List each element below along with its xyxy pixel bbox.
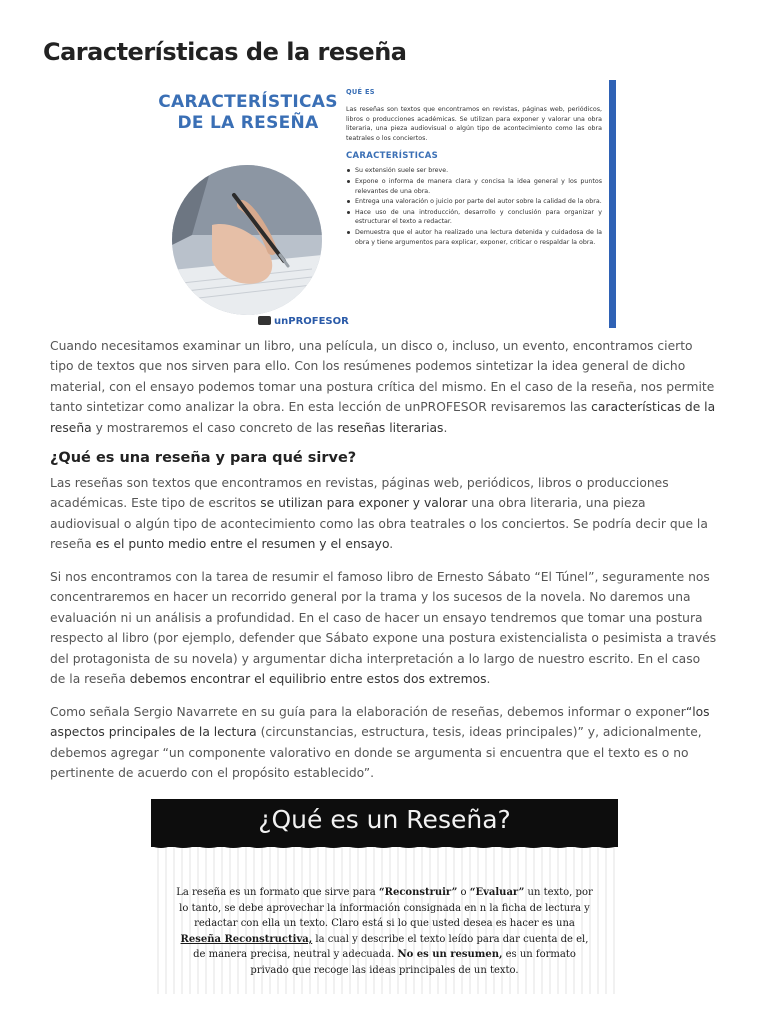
infographic-right-panel [346, 88, 602, 328]
brand-logo: unPROFESOR [258, 316, 349, 327]
image-heading: ¿Qué es un Reseña? [258, 805, 511, 834]
section-subheading: ¿Qué es una reseña y para qué sirve? [50, 450, 357, 466]
camera-icon [258, 316, 271, 325]
infographic-section-heading-caracteristicas: CARACTERÍSTICAS [346, 151, 439, 162]
image-header-bar [151, 799, 618, 847]
link-caracteristicas[interactable]: características de la reseña [50, 400, 716, 435]
emphasis-text: debemos encontrar el equilibrio entre estos dos extremos [129, 672, 487, 687]
torn-edge [151, 843, 618, 851]
infographic-accent-bar [609, 80, 616, 328]
paragraph-example: Si nos encontramos con la tarea de resumir el famoso libro de Ernesto Sábato “El Túnel”, seguramente nos concentraremos en hacer un recorrido general por la trama y los sucesos de la novela. No daremos una evaluación ni un análisis a profundidad. En el caso de hacer un ensayo tendremos que tomar una postura respecto al libro (por ejemplo, defender que Sábato expone una postura existencialista o pesimista a través del protagonista de su novela) y argumentar dicha interpretación a lo largo de nuestro escrito. En el caso de la reseña debemos encontrar el equilibrio entre estos dos extremos. [50, 570, 717, 687]
infographic-bullet: Hace uso de una introducción, desarrollo y conclusión para organizar y estructurar el texto a redactar. [346, 208, 602, 227]
paragraph-definition: Las reseñas son textos que encontramos en revistas, páginas web, periódicos, libros o producciones académicas. Este tipo de escritos se utilizan para exponer y valorar una obra literaria, una pieza audiovisual o algún tipo de acontecimiento como las obra teatrales o los conciertos. Se podría decir que la reseña es el punto medio entre el resumen y el ensayo. [50, 476, 708, 552]
emphasis-text: se utilizan para exponer y valorar [260, 496, 468, 511]
infographic-bullet-list [346, 166, 602, 247]
infographic-bullet: Demuestra que el autor ha realizado una lectura detenida y cuidadosa de la obra y tiene argumentos para explicar, exponer, criticar o respaldar la obra. [346, 228, 602, 247]
intro-paragraph: Cuando necesitamos examinar un libro, una película, un disco o, incluso, un evento, encontramos cierto tipo de textos que nos sirven para ello. Con los resúmenes podemos sintetizar la idea general de dicho material, con el ensayo podemos tomar una postura crítica del mismo. En el caso de la reseña, nos permite tanto sintetizar como analizar la obra. En esta lección de unPROFESOR revisaremos las características de la reseña y mostraremos el caso concreto de las reseñas literarias. [50, 339, 716, 435]
image-body-text: La reseña es un formato que sirve para “Reconstruir” o “Evaluar” un texto, por lo tanto, se debe aprovechar la información consignada en n la ficha de lectura y redactar con ella un texto. Claro está si lo que usted desea es hacer es una Reseña Reconstructiva, la cual y describe el texto leído para dar cuenta de el, de manera precisa, neutral y adecuada. No es un resumen, es un formato privado que recoge las ideas principales de un texto. [176, 887, 593, 976]
infographic-left-panel [148, 80, 348, 328]
infographic-section-text: Las reseñas son textos que encontramos en revistas, páginas web, periódicos, libros o producciones académicas. Se utilizan para exponer y valorar una obra literaria, una pieza audiovisual o algún tipo de acontecimiento como las obra teatrales o los conciertos. [346, 106, 602, 142]
infographic-title-line2: DE LA RESEÑA [177, 113, 319, 133]
emphasis-text: es el punto medio entre el resumen y el ensayo [95, 537, 390, 552]
paragraph-quote: Como señala Sergio Navarrete en su guía para la elaboración de reseñas, debemos informar o exponer“los aspectos principales de la lectura (circunstancias, estructura, tesis, ideas principales)” y, adicionalmente, debemos agregar “un componente valorativo en donde se argumenta si encuentra que el texto es o no pertinente de acuerdo con el propósito establecido”. [50, 705, 710, 781]
writing-hand-photo [172, 165, 322, 315]
infographic-image [148, 80, 618, 328]
que-es-resena-image [151, 799, 618, 994]
infographic-title-line1: CARACTERÍSTICAS [158, 92, 338, 112]
link-resenas-literarias[interactable]: reseñas literarias [337, 420, 444, 435]
writing-hand-illustration [172, 165, 322, 315]
infographic-bullet: Su extensión suele ser breve. [346, 166, 602, 176]
emphasis-text: “los aspectos principales de la lectura [50, 705, 710, 740]
infographic-bullet: Entrega una valoración o juicio por parte del autor sobre la calidad de la obra. [346, 197, 602, 207]
page-title: Características de la reseña [43, 38, 407, 66]
infographic-title [150, 92, 346, 134]
infographic-section-heading-que-es: QUÉ ES [346, 88, 375, 96]
infographic-bullet: Expone o informa de manera clara y concisa la idea general y los puntos relevantes de una obra. [346, 177, 602, 196]
